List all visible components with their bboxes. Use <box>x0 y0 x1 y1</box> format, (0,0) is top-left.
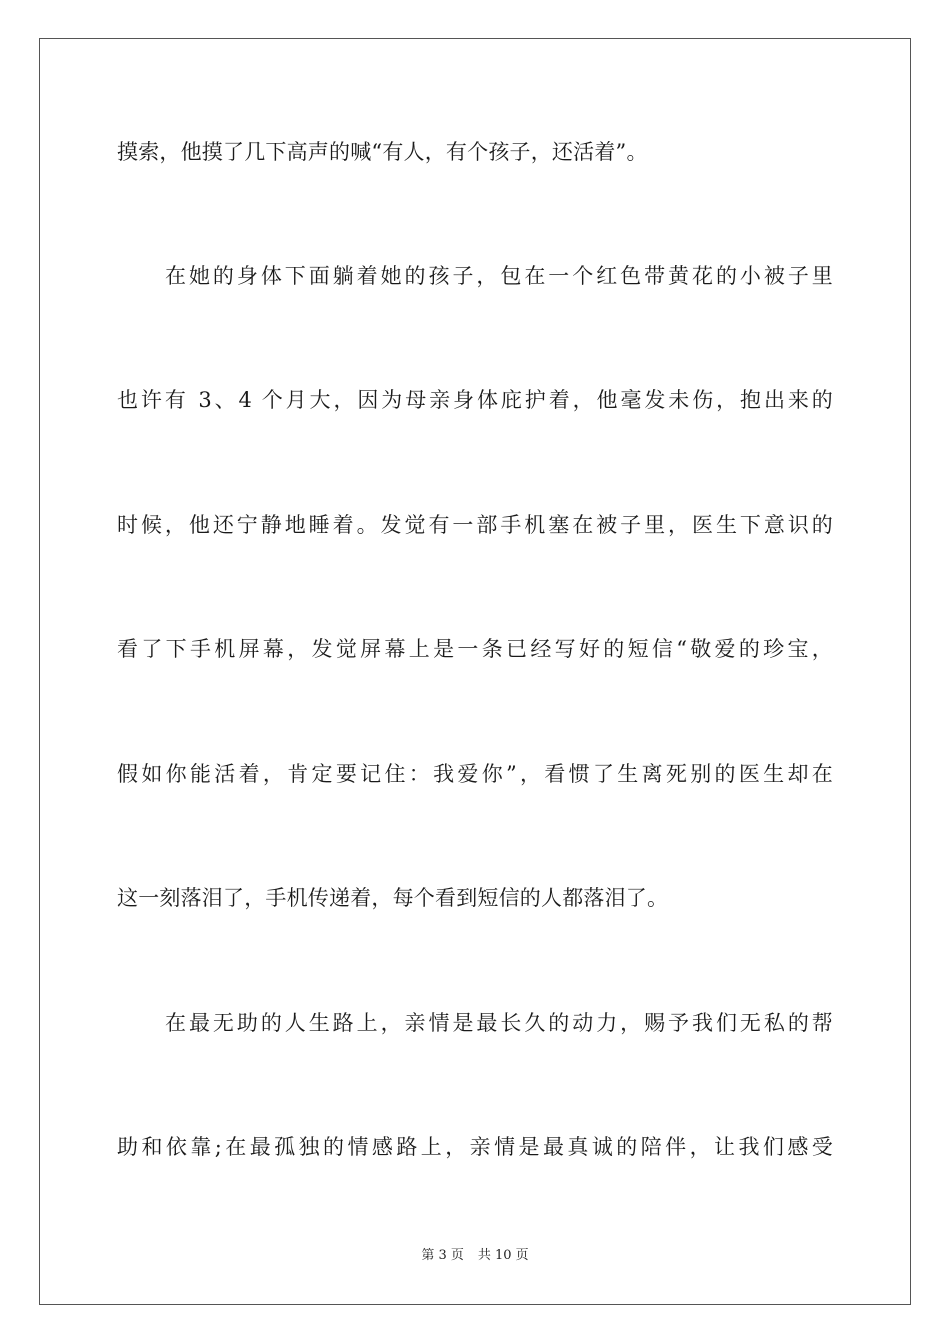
text-line-8: 在最无助的人生路上，亲情是最长久的动力，赐予我们无私的帮 <box>165 1011 833 1035</box>
text-line-7: 这一刻落泪了，手机传递着，每个看到短信的人都落泪了。 <box>117 886 669 910</box>
text-line-3: 也许有 3、4 个月大，因为母亲身体庇护着，他毫发未伤，抱出来的 <box>117 388 833 412</box>
page-border <box>39 38 911 1305</box>
text-line-6: 假如你能活着，肯定要记住：我爱你”，看惯了生离死别的医生却在 <box>117 762 833 786</box>
text-line-5: 看了下手机屏幕，发觉屏幕上是一条已经写好的短信“敬爱的珍宝， <box>117 637 833 661</box>
text-line-2: 在她的身体下面躺着她的孩子，包在一个红色带黄花的小被子里 <box>165 264 833 288</box>
page-footer <box>0 1247 950 1265</box>
text-line-4: 时候，他还宁静地睡着。发觉有一部手机塞在被子里，医生下意识的 <box>117 513 833 537</box>
page-number: 第 3 页 <box>421 1248 464 1263</box>
page-total: 共 10 页 <box>477 1248 529 1263</box>
text-line-1: 摸索，他摸了几下高声的喊“有人，有个孩子，还活着”。 <box>117 140 648 164</box>
text-line-9: 助和依靠;在最孤独的情感路上，亲情是最真诚的陪伴，让我们感受 <box>117 1135 833 1159</box>
